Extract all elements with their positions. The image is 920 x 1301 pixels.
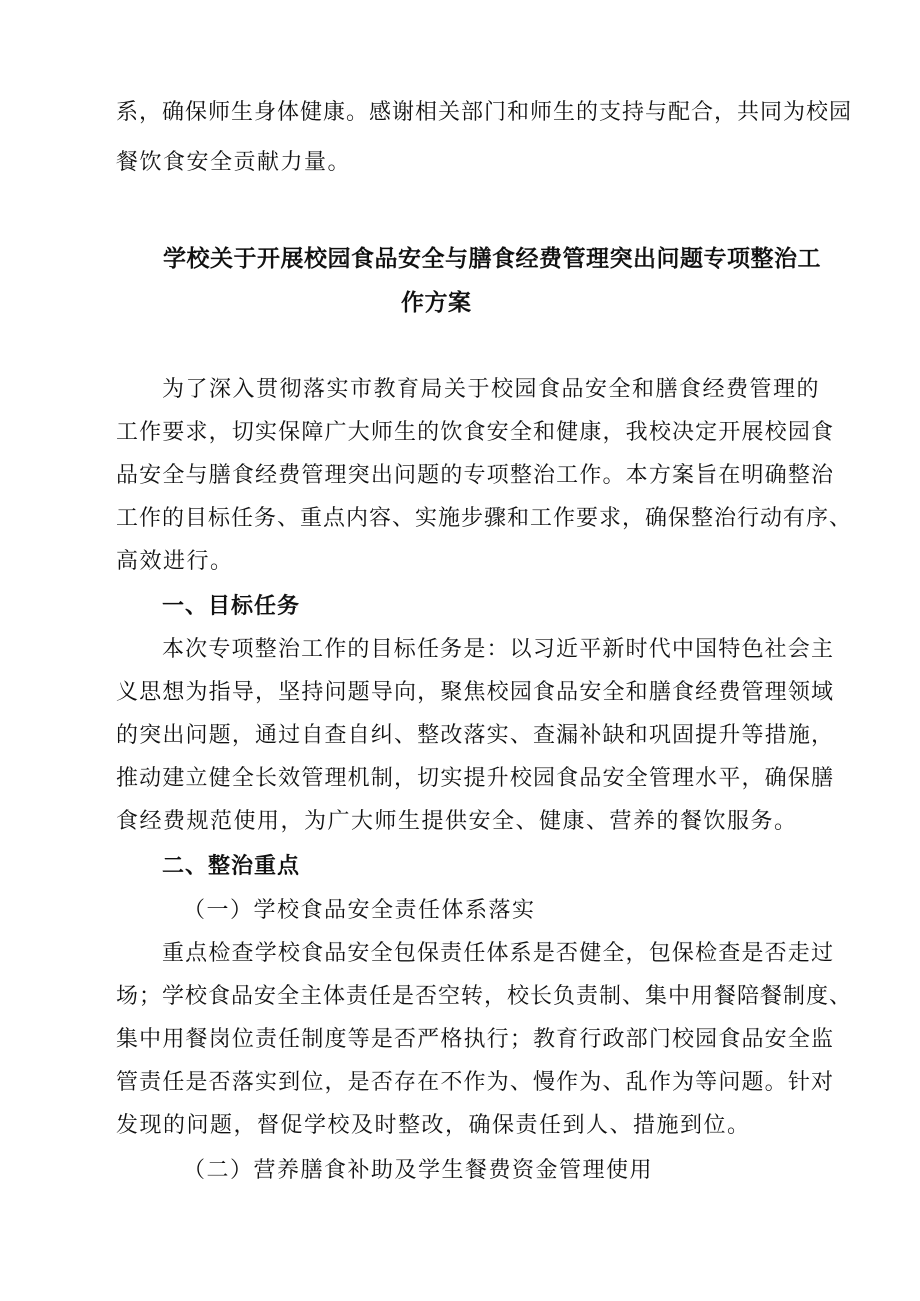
goals-line-1: 本次专项整治工作的目标任务是：以习近平新时代中国特色社会主 [162,637,834,662]
preface-line-5: 高效进行。 [116,549,234,574]
document-title-line-1: 学校关于开展校园食品安全与膳食经费管理突出问题专项整治工 [163,246,821,272]
preface-line-3: 品安全与膳食经费管理突出问题的专项整治工作。本方案旨在明确整治 [116,463,834,488]
document-title-line-2: 作方案 [401,290,472,316]
section-heading-goals: 一、目标任务 [162,594,301,619]
intro-tail-line-1: 系，确保师生身体健康。感谢相关部门和师生的支持与配合，共同为校园 [116,100,853,125]
goals-line-5: 食经费规范使用，为广大师生提供安全、健康、营养的餐饮服务。 [116,809,798,834]
sub1-line-4: 管责任是否落实到位，是否存在不作为、慢作为、乱作为等问题。针对 [116,1070,834,1095]
goals-line-4: 推动建立健全长效管理机制，切实提升校园食品安全管理水平，确保膳 [116,766,834,791]
sub1-line-2: 场；学校食品安全主体责任是否空转，校长负责制、集中用餐陪餐制度、 [116,984,853,1009]
goals-line-2: 义思想为指导，坚持问题导向，聚焦校园食品安全和膳食经费管理领域 [116,680,834,705]
goals-line-3: 的突出问题，通过自查自纠、整改落实、查漏补缺和巩固提升等措施， [116,723,834,748]
subsection-heading-1: （一）学校食品安全责任体系落实 [183,898,536,923]
sub1-line-5: 发现的问题，督促学校及时整改，确保责任到人、措施到位。 [116,1113,751,1138]
section-heading-key-points: 二、整治重点 [162,854,301,879]
sub1-line-3: 集中用餐岗位责任制度等是否严格执行；教育行政部门校园食品安全监 [116,1027,834,1052]
preface-line-1: 为了深入贯彻落实市教育局关于校园食品安全和膳食经费管理的 [162,377,821,402]
sub1-line-1: 重点检查学校食品安全包保责任体系是否健全，包保检查是否走过 [162,941,834,966]
intro-tail-line-2: 餐饮食安全贡献力量。 [116,150,352,175]
preface-line-2: 工作要求，切实保障广大师生的饮食安全和健康，我校决定开展校园食 [116,420,834,445]
subsection-heading-2: （二）营养膳食补助及学生餐费资金管理使用 [183,1158,654,1183]
preface-line-4: 工作的目标任务、重点内容、实施步骤和工作要求，确保整治行动有序、 [116,506,853,531]
